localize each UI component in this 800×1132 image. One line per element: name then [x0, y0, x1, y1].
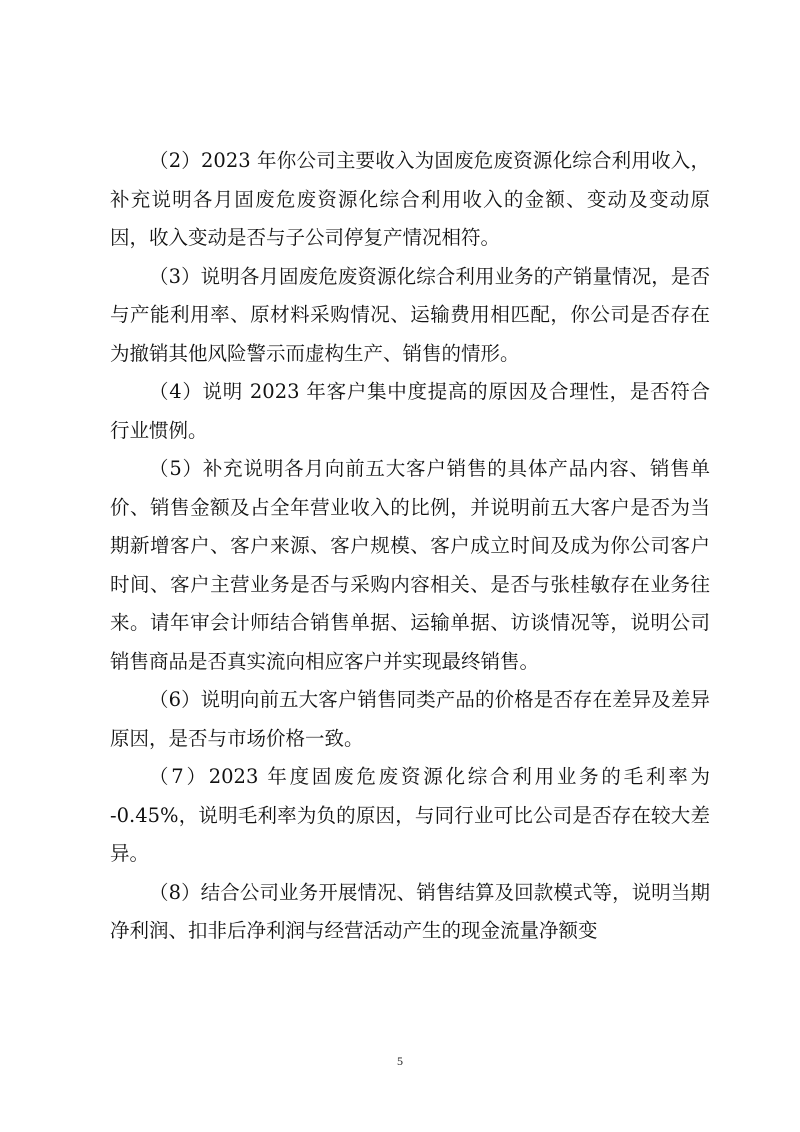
paragraph-6: （6）说明向前五大客户销售同类产品的价格是否存在差异及差异原因，是否与市场价格一致。	[110, 688, 710, 750]
paragraph-2: （2）2023 年你公司主要收入为固废危废资源化综合利用收入，补充说明各月固废危废资源化综合利用收入的金额、变动及变动原因，收入变动是否与子公司停复产情况相符。	[110, 149, 710, 249]
paragraph-4: （4）说明 2023 年客户集中度提高的原因及合理性，是否符合行业惯例。	[110, 380, 710, 442]
paragraph-7: （7）2023 年度固废危废资源化综合利用业务的毛利率为 -0.45%，说明毛利率为负的原因，与同行业可比公司是否存在较大差异。	[110, 765, 710, 865]
paragraph-8: （8）结合公司业务开展情况、销售结算及回款模式等，说明当期净利润、扣非后净利润与经营活动产生的现金流量净额变	[110, 880, 710, 942]
page-number: 5	[397, 1054, 403, 1068]
body-text	[110, 142, 710, 951]
paragraph-3: （3）说明各月固废危废资源化综合利用业务的产销量情况，是否与产能利用率、原材料采购情况、运输费用相匹配，你公司是否存在为撤销其他风险警示而虚构生产、销售的情形。	[110, 264, 710, 365]
paragraph-5: （5）补充说明各月向前五大客户销售的具体产品内容、销售单价、销售金额及占全年营业收入的比例，并说明前五大客户是否为当期新增客户、客户来源、客户规模、客户成立时间及成为你公司客户时间、客户主营业务是否与采购内容相关、是否与张桂敏存在业务往来。请年审会计师结合销售单据、运输单据、访谈情况等，说明公司销售商品是否真实流向相应客户并实现最终销售。	[110, 457, 710, 673]
